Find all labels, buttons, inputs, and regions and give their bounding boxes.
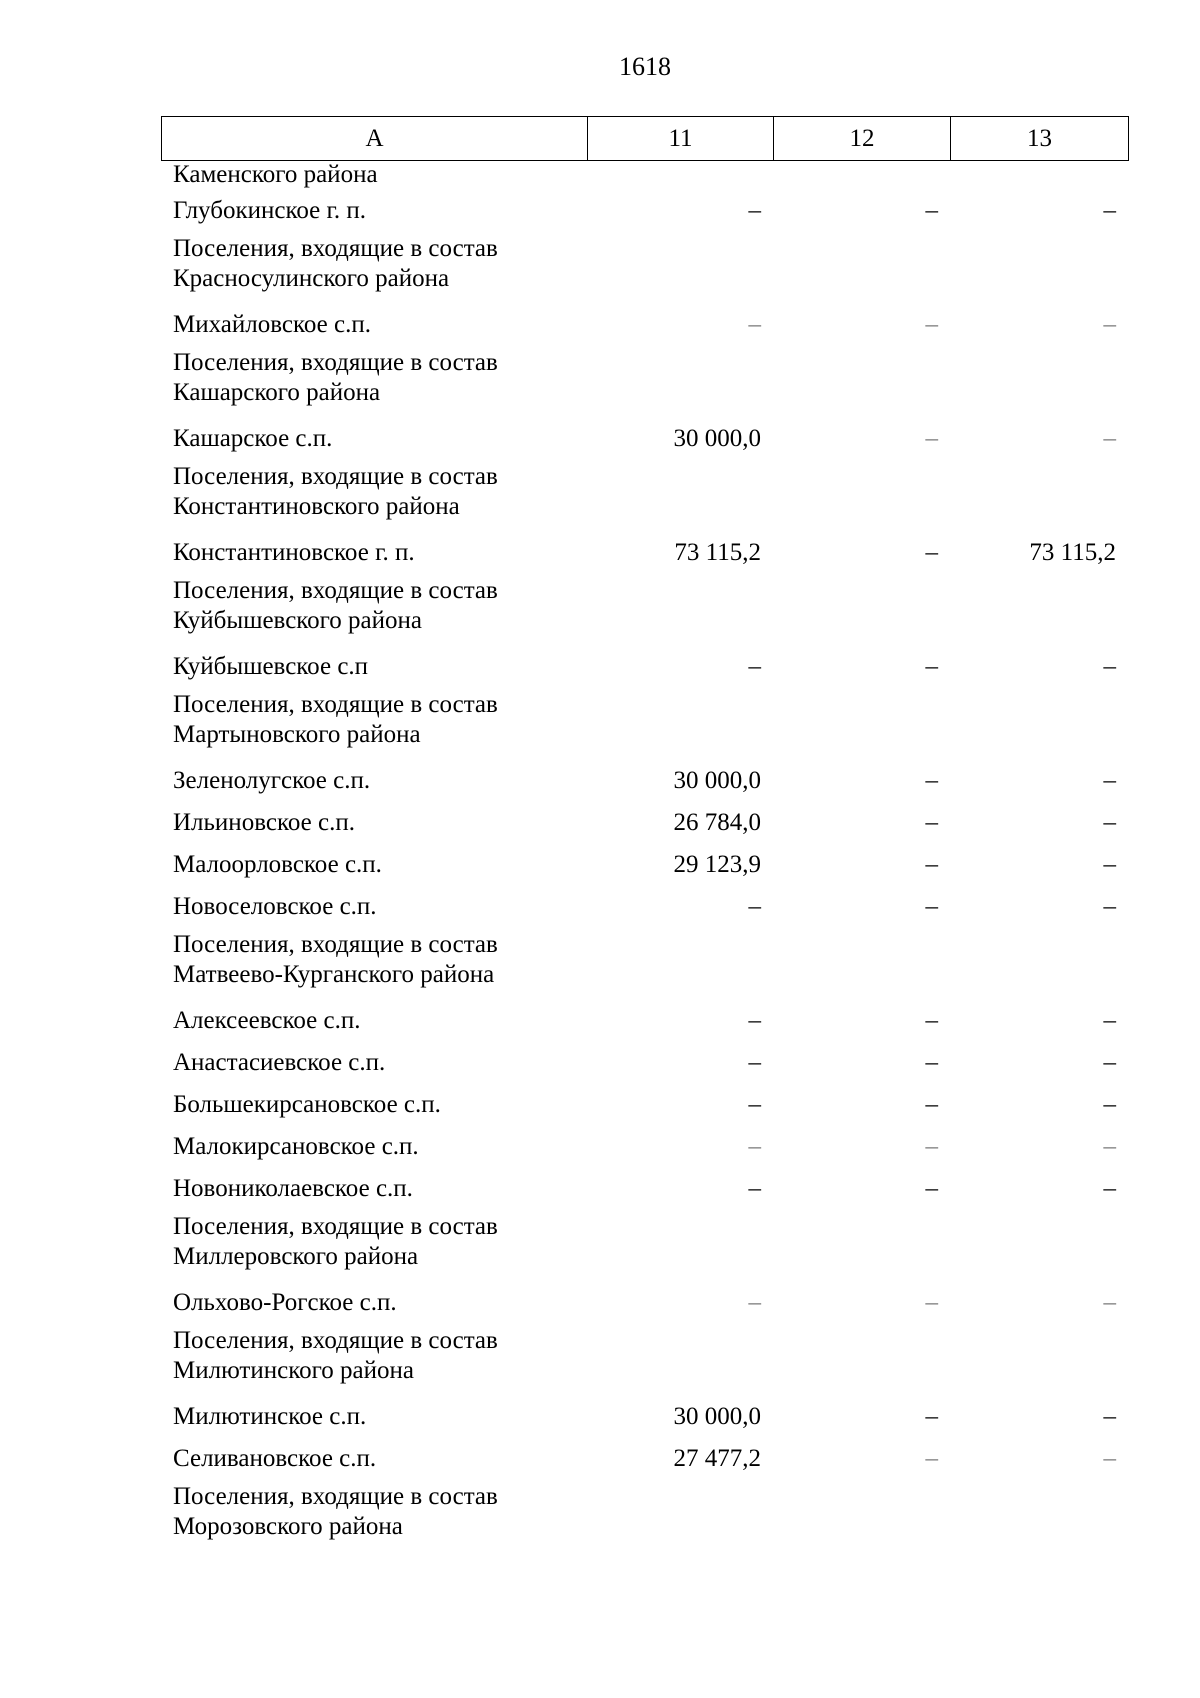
cell-col-13-text: – — [1103, 1289, 1116, 1316]
cell-col-12-text: – — [925, 1175, 938, 1202]
cell-col-13 — [950, 1478, 1128, 1482]
table-header — [161, 116, 1129, 161]
cell-col-11-text: – — [748, 1091, 761, 1118]
cell-col-12 — [773, 686, 950, 690]
cell-col-11-text: 30 000,0 — [673, 767, 761, 794]
cell-col-11 — [587, 758, 773, 796]
row-name — [161, 188, 587, 226]
cell-col-12-text: – — [925, 653, 938, 680]
table-row — [161, 530, 1128, 572]
cell-col-11 — [587, 188, 773, 226]
row-name-text: Поселения, входящие в состав Константиновского района — [173, 463, 498, 520]
cell-col-13 — [950, 842, 1128, 880]
cell-col-13 — [950, 1322, 1128, 1326]
cell-col-13-text: – — [1103, 767, 1116, 794]
table-row — [161, 458, 1128, 530]
cell-col-11 — [587, 230, 773, 234]
cell-col-13 — [950, 1166, 1128, 1204]
column-header-12: 12 — [774, 117, 951, 161]
cell-col-12-text: – — [925, 197, 938, 224]
cell-col-13 — [950, 458, 1128, 462]
cell-col-13 — [950, 230, 1128, 234]
row-name-text: Поселения, входящие в состав Матвеево-Курганского района — [173, 931, 498, 988]
cell-col-12 — [773, 800, 950, 838]
cell-col-11 — [587, 1040, 773, 1078]
cell-col-13 — [950, 416, 1128, 454]
row-name — [161, 530, 587, 568]
row-name — [161, 458, 587, 522]
row-name — [161, 1322, 587, 1386]
cell-col-11-text: – — [748, 1049, 761, 1076]
row-name-text: Ольхово-Рогское с.п. — [173, 1289, 397, 1316]
cell-col-11 — [587, 1280, 773, 1318]
table-row — [161, 188, 1128, 230]
row-name-text: Поселения, входящие в состав Красносулинского района — [173, 235, 498, 292]
cell-col-12 — [773, 842, 950, 880]
cell-col-12 — [773, 1124, 950, 1162]
cell-col-12 — [773, 1040, 950, 1078]
cell-col-11 — [587, 1394, 773, 1432]
cell-col-11 — [587, 800, 773, 838]
row-name — [161, 998, 587, 1036]
cell-col-13 — [950, 884, 1128, 922]
row-name-text: Михайловское с.п. — [173, 311, 371, 338]
row-name — [161, 1166, 587, 1204]
cell-col-13 — [950, 1280, 1128, 1318]
cell-col-12-text: – — [925, 1049, 938, 1076]
cell-col-11 — [587, 1478, 773, 1482]
cell-col-13 — [950, 1082, 1128, 1120]
cell-col-13 — [950, 1394, 1128, 1432]
cell-col-13 — [950, 1436, 1128, 1474]
row-name-text: Кашарское с.п. — [173, 425, 333, 452]
cell-col-13 — [950, 344, 1128, 348]
row-name-text: Анастасиевское с.п. — [173, 1049, 386, 1076]
cell-col-12 — [773, 926, 950, 930]
cell-col-13-text: – — [1103, 809, 1116, 836]
row-name — [161, 926, 587, 990]
row-name — [161, 1040, 587, 1078]
row-name — [161, 884, 587, 922]
table-row — [161, 1322, 1128, 1394]
page-number: 1618 — [619, 52, 671, 81]
table-row — [161, 160, 1128, 188]
row-name-text: Алексеевское с.п. — [173, 1007, 361, 1034]
cell-col-13 — [950, 1040, 1128, 1078]
table-row — [161, 1280, 1128, 1322]
column-header-a: А — [162, 117, 588, 161]
row-name — [161, 1394, 587, 1432]
cell-col-11 — [587, 1082, 773, 1120]
row-name — [161, 160, 587, 190]
cell-col-12-text: – — [925, 893, 938, 920]
row-name-text: Ильиновское с.п. — [173, 809, 355, 836]
cell-col-12 — [773, 1436, 950, 1474]
column-header-11: 11 — [588, 117, 774, 161]
cell-col-12-text: – — [925, 1007, 938, 1034]
row-name-text: Константиновское г. п. — [173, 539, 415, 566]
cell-col-12 — [773, 188, 950, 226]
row-name-text: Большекирсановское с.п. — [173, 1091, 441, 1118]
cell-col-12 — [773, 416, 950, 454]
table-row — [161, 758, 1128, 800]
cell-col-11 — [587, 644, 773, 682]
table-body — [161, 160, 1128, 1550]
cell-col-11-text: – — [748, 1133, 761, 1160]
row-name-text: Глубокинское г. п. — [173, 197, 367, 224]
row-name-text: Поселения, входящие в состав Куйбышевского района — [173, 577, 498, 634]
cell-col-12-text: – — [925, 1445, 938, 1472]
cell-col-11-text: – — [748, 893, 761, 920]
cell-col-12 — [773, 302, 950, 340]
cell-col-12-text: – — [925, 1403, 938, 1430]
row-name — [161, 572, 587, 636]
cell-col-13 — [950, 800, 1128, 838]
table-row — [161, 800, 1128, 842]
table-row — [161, 344, 1128, 416]
cell-col-11-text: – — [748, 653, 761, 680]
cell-col-11 — [587, 572, 773, 576]
cell-col-12-text: – — [925, 539, 938, 566]
cell-col-13 — [950, 644, 1128, 682]
cell-col-11 — [587, 1208, 773, 1212]
cell-col-11 — [587, 926, 773, 930]
table-row — [161, 1166, 1128, 1208]
row-name-text: Малокирсановское с.п. — [173, 1133, 419, 1160]
cell-col-12 — [773, 344, 950, 348]
cell-col-11-text: 30 000,0 — [673, 425, 761, 452]
row-name — [161, 800, 587, 838]
cell-col-11-text: – — [748, 1289, 761, 1316]
cell-col-12 — [773, 644, 950, 682]
cell-col-12 — [773, 1280, 950, 1318]
table-row — [161, 842, 1128, 884]
cell-col-11-text: – — [748, 311, 761, 338]
row-name — [161, 1208, 587, 1272]
row-name — [161, 686, 587, 750]
row-name — [161, 230, 587, 294]
cell-col-13-text: – — [1103, 1007, 1116, 1034]
cell-col-11 — [587, 416, 773, 454]
cell-col-11-text: – — [748, 197, 761, 224]
row-name-text: Поселения, входящие в состав Мартыновского района — [173, 691, 498, 748]
row-name — [161, 1436, 587, 1474]
cell-col-12 — [773, 1082, 950, 1120]
cell-col-11-text: 29 123,9 — [673, 851, 761, 878]
cell-col-13-text: – — [1103, 1403, 1116, 1430]
cell-col-12 — [773, 1322, 950, 1326]
cell-col-12 — [773, 1166, 950, 1204]
cell-col-12-text: – — [925, 425, 938, 452]
row-name-text: Новоселовское с.п. — [173, 893, 377, 920]
cell-col-13-text: – — [1103, 1091, 1116, 1118]
row-name-text: Новониколаевское с.п. — [173, 1175, 413, 1202]
cell-col-13 — [950, 1208, 1128, 1212]
table-row — [161, 572, 1128, 644]
row-name-text: Поселения, входящие в состав Милютинского района — [173, 1327, 498, 1384]
cell-col-11-text: 73 115,2 — [674, 539, 761, 566]
row-name — [161, 842, 587, 880]
table-row — [161, 686, 1128, 758]
row-name-text: Поселения, входящие в состав Миллеровского района — [173, 1213, 498, 1270]
row-name — [161, 1478, 587, 1542]
cell-col-12 — [773, 998, 950, 1036]
row-name-text: Зеленолугское с.п. — [173, 767, 371, 794]
cell-col-13 — [950, 926, 1128, 930]
cell-col-12 — [773, 1478, 950, 1482]
row-name — [161, 1082, 587, 1120]
table-row — [161, 998, 1128, 1040]
cell-col-12-text: – — [925, 809, 938, 836]
row-name-text: Малоорловское с.п. — [173, 851, 382, 878]
row-name — [161, 344, 587, 408]
cell-col-11 — [587, 998, 773, 1036]
cell-col-12 — [773, 1208, 950, 1212]
cell-col-11-text: 30 000,0 — [673, 1403, 761, 1430]
cell-col-11 — [587, 842, 773, 880]
cell-col-12 — [773, 1394, 950, 1432]
table-row — [161, 1436, 1128, 1478]
cell-col-11 — [587, 1322, 773, 1326]
cell-col-11-text: – — [748, 1175, 761, 1202]
cell-col-11 — [587, 344, 773, 348]
cell-col-13 — [950, 1124, 1128, 1162]
row-name-text: Каменского района — [173, 161, 378, 188]
cell-col-12 — [773, 230, 950, 234]
cell-col-13-text: – — [1103, 893, 1116, 920]
row-name — [161, 758, 587, 796]
row-name-text: Поселения, входящие в состав Кашарского района — [173, 349, 498, 406]
cell-col-11 — [587, 686, 773, 690]
row-name-text: Селивановское с.п. — [173, 1445, 377, 1472]
row-name-text: Милютинское с.п. — [173, 1403, 367, 1430]
table-row — [161, 1478, 1128, 1550]
cell-col-11 — [587, 1436, 773, 1474]
cell-col-13 — [950, 686, 1128, 690]
row-name — [161, 1280, 587, 1318]
cell-col-13 — [950, 998, 1128, 1036]
cell-col-12-text: – — [925, 311, 938, 338]
cell-col-11 — [587, 302, 773, 340]
table-row — [161, 1208, 1128, 1280]
cell-col-11 — [587, 884, 773, 922]
cell-col-12-text: – — [925, 1133, 938, 1160]
cell-col-12 — [773, 530, 950, 568]
cell-col-11 — [587, 1166, 773, 1204]
cell-col-13-text: – — [1103, 653, 1116, 680]
row-name — [161, 1124, 587, 1162]
row-name — [161, 416, 587, 454]
table-row — [161, 884, 1128, 926]
cell-col-13-text: – — [1103, 1133, 1116, 1160]
cell-col-12-text: – — [925, 1289, 938, 1316]
cell-col-13-text: – — [1103, 1175, 1116, 1202]
cell-col-11-text: 27 477,2 — [673, 1445, 761, 1472]
cell-col-12 — [773, 884, 950, 922]
cell-col-13-text: – — [1103, 425, 1116, 452]
table-row — [161, 1040, 1128, 1082]
table-row — [161, 644, 1128, 686]
row-name — [161, 302, 587, 340]
cell-col-11 — [587, 1124, 773, 1162]
cell-col-13 — [950, 572, 1128, 576]
cell-col-11 — [587, 458, 773, 462]
cell-col-13-text: – — [1103, 1445, 1116, 1472]
table-row — [161, 926, 1128, 998]
cell-col-11 — [587, 530, 773, 568]
cell-col-13-text: 73 115,2 — [1029, 539, 1116, 566]
cell-col-13-text: – — [1103, 311, 1116, 338]
cell-col-13-text: – — [1103, 851, 1116, 878]
cell-col-12-text: – — [925, 767, 938, 794]
cell-col-13-text: – — [1103, 1049, 1116, 1076]
row-name-text: Поселения, входящие в состав Морозовского района — [173, 1483, 498, 1540]
cell-col-11-text: 26 784,0 — [673, 809, 761, 836]
cell-col-13 — [950, 302, 1128, 340]
cell-col-12 — [773, 458, 950, 462]
cell-col-12 — [773, 758, 950, 796]
table-row — [161, 1124, 1128, 1166]
cell-col-13 — [950, 530, 1128, 568]
row-name — [161, 644, 587, 682]
cell-col-12 — [773, 572, 950, 576]
cell-col-11-text: – — [748, 1007, 761, 1034]
table-row — [161, 416, 1128, 458]
column-header-13: 13 — [951, 117, 1129, 161]
cell-col-13-text: – — [1103, 197, 1116, 224]
cell-col-13 — [950, 758, 1128, 796]
table-row — [161, 302, 1128, 344]
table-row — [161, 230, 1128, 302]
table-row — [161, 1394, 1128, 1436]
table-row — [161, 1082, 1128, 1124]
cell-col-12-text: – — [925, 851, 938, 878]
cell-col-12-text: – — [925, 1091, 938, 1118]
row-name-text: Куйбышевское с.п — [173, 653, 369, 680]
cell-col-13 — [950, 188, 1128, 226]
